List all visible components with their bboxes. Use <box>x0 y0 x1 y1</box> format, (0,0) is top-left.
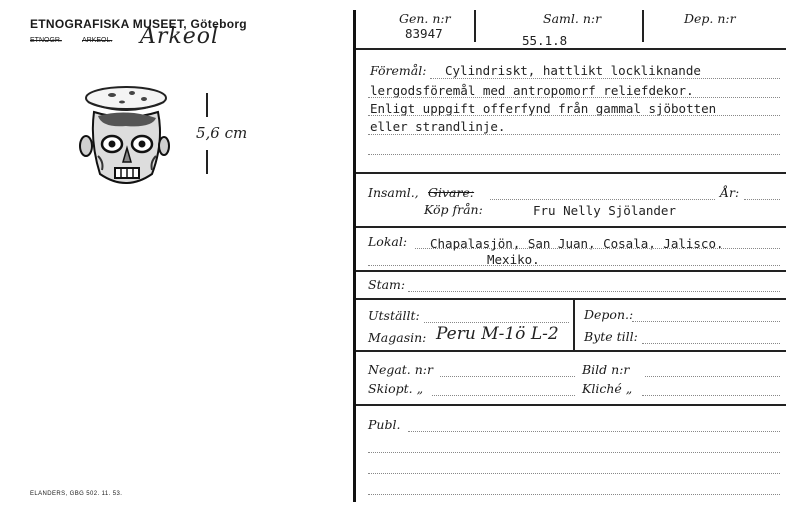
rule-magasin <box>356 350 786 352</box>
bild-label: Bild n:r <box>582 362 630 377</box>
lokal-line-1: Chapalasjön, San Juan, Cosala, Jalisco. <box>430 236 724 251</box>
magasin-depon-sep <box>573 300 575 350</box>
insaml-label: Insaml., <box>368 185 419 200</box>
printer-imprint: ELANDERS, GBG 502. 11. 53. <box>30 491 123 497</box>
header-sep-2 <box>642 10 644 42</box>
skiopt-label: Skiopt. „ <box>368 381 424 396</box>
dept-etno-struck: ETNOGR. <box>30 37 62 44</box>
card-divider <box>353 10 356 502</box>
object-illustration <box>72 82 180 198</box>
utstallt-label: Utställt: <box>368 308 420 323</box>
depon-label: Depon.: <box>584 307 634 322</box>
ar-label: År: <box>720 185 740 200</box>
dep-label: Dep. n:r <box>684 11 736 26</box>
kop-value: Fru Nelly Sjölander <box>533 203 676 218</box>
givare-struck: Givare: <box>428 185 475 200</box>
byte-label: Byte till: <box>584 329 638 344</box>
gen-value: 83947 <box>405 26 443 41</box>
foremal-line-1: Cylindriskt, hattlikt lockliknande <box>445 63 701 78</box>
foremal-line-3: Enligt uppgift offerfynd från gammal sjöbotten <box>370 101 717 116</box>
header-sep-1 <box>474 10 476 42</box>
foremal-label: Föremål: <box>370 63 427 78</box>
rule-negat <box>356 404 786 406</box>
rule-stam <box>356 298 786 300</box>
rule-foremal <box>356 172 786 174</box>
museum-name: ETNOGRAFISKA MUSEET, Göteborg <box>30 17 247 31</box>
magasin-value-handwritten: Peru M-1ö L-2 <box>436 324 559 344</box>
lokal-line-2: Mexiko. <box>487 252 540 267</box>
handwritten-size: 5,6 cm <box>196 124 248 142</box>
dept-arkeol-struck: ARKEOL. <box>82 37 113 44</box>
negat-label: Negat. n:r <box>368 362 433 377</box>
foremal-line-2: lergodsföremål med antropomorf reliefdekor. <box>370 83 694 98</box>
gen-label: Gen. n:r <box>399 11 451 26</box>
foremal-line-4: eller strandlinje. <box>370 119 506 134</box>
kop-label: Köp från: <box>424 202 483 217</box>
handwritten-department: Arkeol <box>140 24 220 49</box>
size-bar-top <box>206 93 208 117</box>
saml-label: Saml. n:r <box>543 11 602 26</box>
publ-label: Publ. <box>368 417 401 432</box>
lokal-label: Lokal: <box>368 234 408 249</box>
stam-label: Stam: <box>368 277 406 292</box>
rule-header <box>356 48 786 50</box>
rule-lokal <box>356 270 786 272</box>
size-bar-bottom <box>206 150 208 174</box>
saml-value: 55.1.8 <box>522 33 568 48</box>
rule-insaml <box>356 226 786 228</box>
kliche-label: Kliché „ <box>582 381 633 396</box>
magasin-label: Magasin: <box>368 330 427 345</box>
